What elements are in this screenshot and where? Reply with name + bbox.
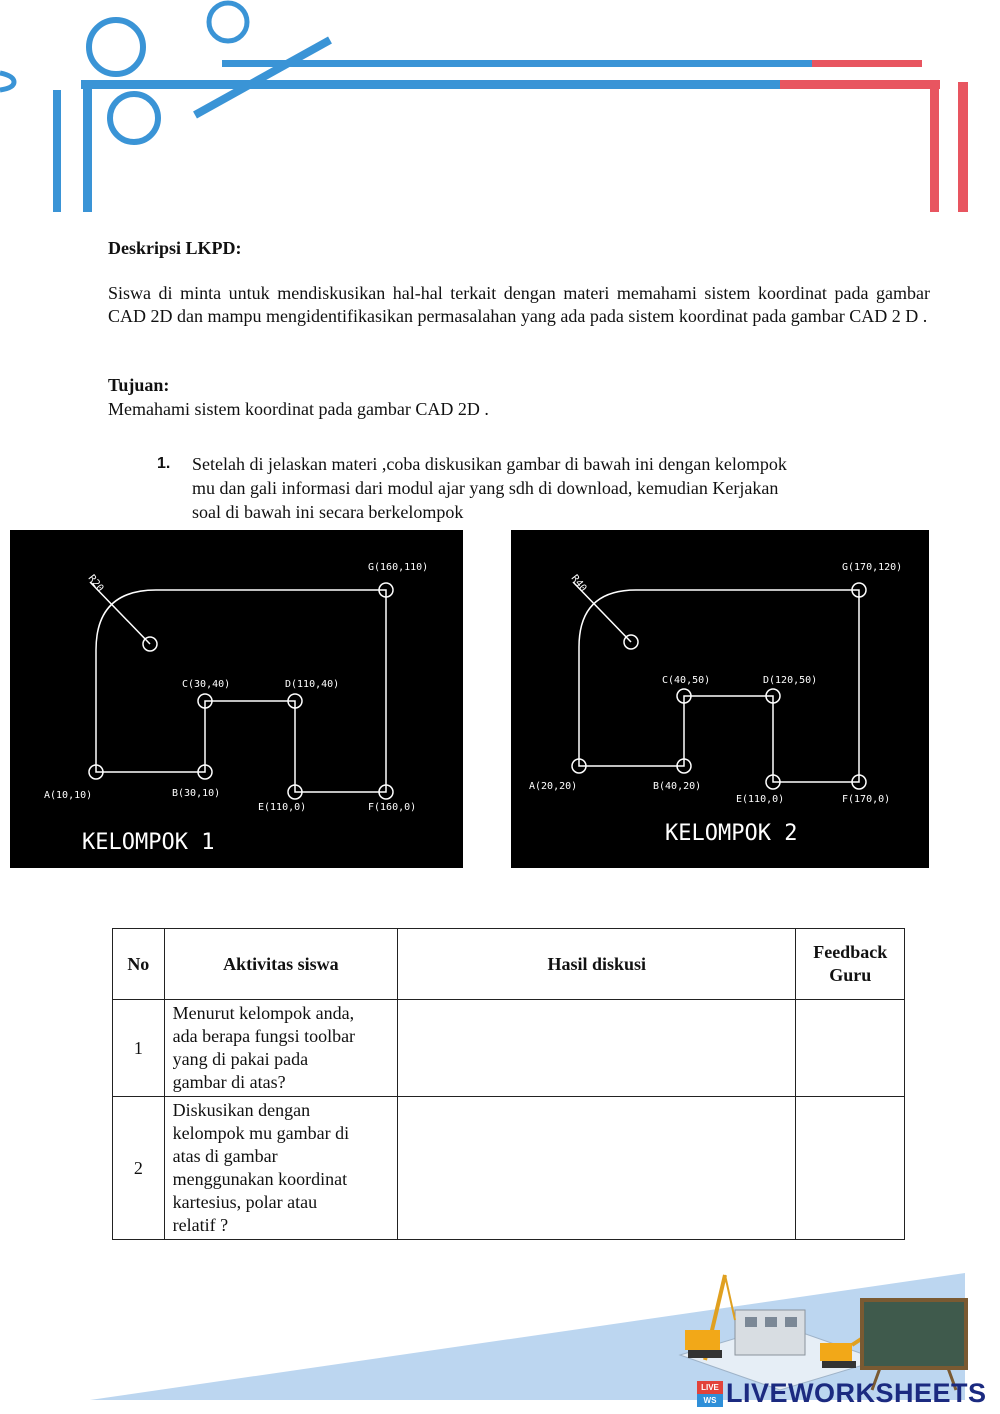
liveworksheets-logo: LIVEWORKSHEETS bbox=[726, 1378, 987, 1408]
badge-top: LIVE bbox=[697, 1381, 723, 1394]
point-label-f: F(160,0) bbox=[368, 802, 417, 813]
point-label-d: D(110,40) bbox=[285, 679, 340, 690]
cad-drawing-kelompok-1 bbox=[10, 530, 463, 868]
activity-line: yang di pakai pada bbox=[172, 1049, 309, 1069]
badge-bottom: WS bbox=[697, 1394, 723, 1407]
description-heading: Deskripsi LKPD: bbox=[108, 238, 242, 258]
point-label-d: D(120,50) bbox=[763, 675, 818, 686]
radius-label: R20 bbox=[85, 573, 106, 595]
result-answer-field[interactable] bbox=[398, 1000, 796, 1097]
feedback-field bbox=[796, 1097, 905, 1240]
result-answer-field[interactable] bbox=[398, 1097, 796, 1240]
point-label-g: G(170,120) bbox=[842, 562, 903, 573]
activity-line: relatif ? bbox=[172, 1215, 229, 1235]
instruction-line-3: soal di bawah ini secara berkelompok bbox=[192, 502, 464, 522]
header-no: No bbox=[113, 929, 165, 1000]
row-activity bbox=[164, 1097, 397, 1240]
activity-line: menggunakan koordinat bbox=[172, 1169, 348, 1189]
table-row bbox=[113, 1097, 905, 1240]
drawing-caption: KELOMPOK 2 bbox=[665, 821, 798, 846]
point-label-f: F(170,0) bbox=[842, 794, 891, 805]
header-decoration bbox=[0, 0, 1000, 215]
point-label-e: E(110,0) bbox=[258, 802, 307, 813]
header-activity: Aktivitas siswa bbox=[164, 929, 397, 1000]
description-text: Siswa di minta untuk mendiskusikan hal-hal terkait dengan materi memahami sistem koordinat pada gambar CAD 2D dan mampu mengidentifikasikan permasalahan yang ada pada sistem koordinat pada gambar CAD 2 D . bbox=[108, 283, 930, 326]
liveworksheets-badge bbox=[697, 1381, 723, 1407]
table-header-row bbox=[113, 929, 905, 1000]
point-label-e: E(110,0) bbox=[736, 794, 785, 805]
activity-line: ada berapa fungsi toolbar bbox=[172, 1026, 356, 1046]
drawing-caption: KELOMPOK 1 bbox=[82, 830, 215, 855]
point-label-c: C(40,50) bbox=[662, 675, 711, 686]
header-result: Hasil diskusi bbox=[398, 929, 796, 1000]
goal-text: Memahami sistem koordinat pada gambar CAD 2D . bbox=[108, 399, 489, 419]
row-activity bbox=[164, 1000, 397, 1097]
instruction-number: 1. bbox=[157, 455, 171, 472]
header-feedback-line-2: Guru bbox=[829, 965, 872, 985]
activity-line: Menurut kelompok anda, bbox=[172, 1003, 355, 1023]
discussion-table bbox=[112, 928, 905, 1240]
point-label-a: A(10,10) bbox=[44, 790, 93, 801]
header-feedback bbox=[796, 929, 905, 1000]
instruction-line-2: mu dan gali informasi dari modul ajar yang sdh di download, kemudian Kerjakan bbox=[192, 478, 779, 498]
activity-line: gambar di atas? bbox=[172, 1072, 286, 1092]
goal-heading: Tujuan: bbox=[108, 375, 170, 395]
activity-line: kartesius, polar atau bbox=[172, 1192, 318, 1212]
table-row bbox=[113, 1000, 905, 1097]
activity-line: Diskusikan dengan bbox=[172, 1100, 311, 1120]
radius-label: R40 bbox=[568, 573, 589, 595]
point-label-a: A(20,20) bbox=[529, 781, 578, 792]
point-label-g: G(160,110) bbox=[368, 562, 429, 573]
point-label-c: C(30,40) bbox=[182, 679, 231, 690]
point-label-b: B(30,10) bbox=[172, 788, 221, 799]
cad-drawing-kelompok-2 bbox=[511, 530, 929, 868]
feedback-field bbox=[796, 1000, 905, 1097]
activity-line: atas di gambar bbox=[172, 1146, 278, 1166]
row-number: 2 bbox=[113, 1097, 165, 1240]
row-number: 1 bbox=[113, 1000, 165, 1097]
point-label-b: B(40,20) bbox=[653, 781, 702, 792]
activity-line: kelompok mu gambar di bbox=[172, 1123, 350, 1143]
instruction-line-1: Setelah di jelaskan materi ,coba diskusikan gambar di bawah ini dengan kelompok bbox=[192, 454, 787, 474]
header-feedback-line-1: Feedback bbox=[813, 942, 888, 962]
